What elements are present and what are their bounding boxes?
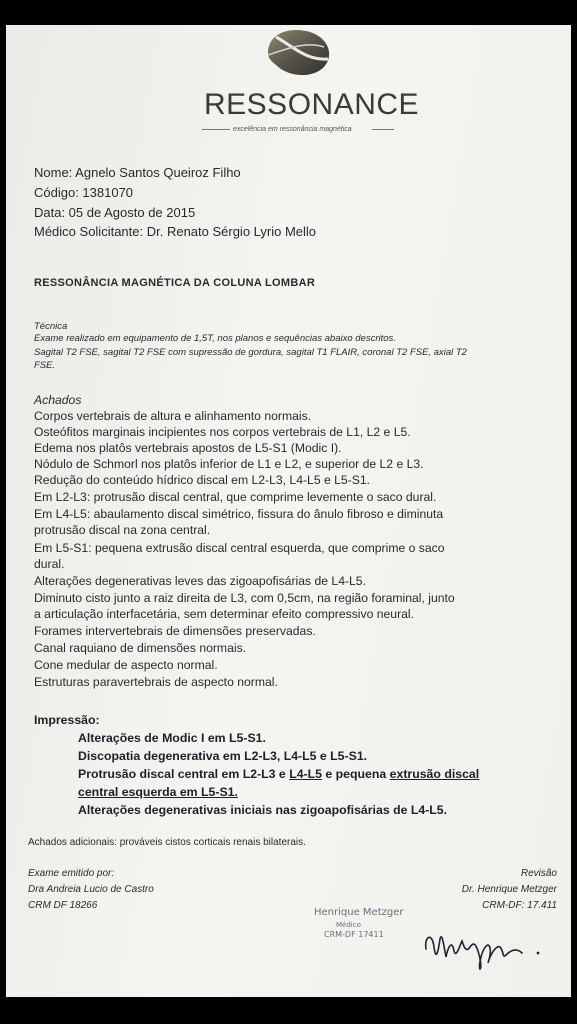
finding-line: Forames intervertebrais de dimensões preservadas. — [34, 624, 316, 638]
patient-code: Código: 1381070 — [34, 185, 134, 200]
finding-line: Redução do conteúdo hídrico discal em L2-L3, L4-L5 e L5-S1. — [34, 473, 371, 487]
exam-date: Data: 05 de Agosto de 2015 — [34, 205, 196, 220]
impression-underlined: extrusão discal — [389, 767, 480, 781]
issued-by-label: Exame emitido por: — [28, 868, 115, 879]
technique-line: Exame realizado em equipamento de 1,5T, nos planos e sequências abaixo descritos. — [34, 333, 396, 344]
impression-line: central esquerda em L5-S1. — [78, 785, 238, 799]
tagline-rule-right — [372, 129, 394, 130]
finding-line: Em L5-S1: pequena extrusão discal central esquerda, que comprime o saco — [34, 541, 445, 555]
handwritten-signature-icon — [418, 917, 548, 972]
impression-line — [78, 767, 479, 781]
impression-text: e pequena — [321, 767, 390, 781]
finding-line: Estruturas paravertebrais de aspecto normal. — [34, 675, 278, 689]
finding-line: Diminuto cisto junto a raiz direita de L3, com 0,5cm, na região foraminal, junto — [34, 591, 455, 605]
stamp-role: Médico — [336, 921, 361, 929]
tagline-rule-left — [202, 129, 230, 130]
additional-findings: Achados adicionais: prováveis cistos corticais renais bilaterais. — [28, 837, 306, 848]
impression-line: Alterações de Modic I em L5-S1. — [78, 731, 266, 745]
finding-line: Cone medular de aspecto normal. — [34, 658, 218, 672]
reviewing-doctor-crm: CRM-DF: 17.411 — [482, 900, 557, 911]
impression-text: Protrusão discal central em L2-L3 e — [78, 767, 290, 781]
brand-name: RESSONANCE — [204, 88, 420, 121]
finding-line: Em L4-L5: abaulamento discal simétrico, fissura do ânulo fibroso e diminuta — [34, 507, 444, 521]
impression-line: Discopatia degenerativa em L2-L3, L4-L5 e L5-S1. — [78, 749, 368, 763]
patient-name: Nome: Agnelo Santos Queiroz Filho — [34, 165, 241, 180]
impression-underlined: L4-L5 — [289, 767, 322, 781]
brand-tagline: excelência em ressonância magnética — [233, 126, 352, 133]
technique-heading: Técnica — [34, 321, 68, 332]
findings-heading: Achados — [34, 393, 82, 407]
finding-line: Canal raquiano de dimensões normais. — [34, 641, 247, 655]
finding-line: Nódulo de Schmorl nos platôs inferior de L1 e L2, e superior de L2 e L3. — [34, 457, 424, 471]
impression-heading: Impressão: — [34, 713, 100, 727]
finding-line: dural. — [34, 557, 65, 571]
stamp-crm: CRM-DF 17411 — [324, 930, 384, 939]
issuing-doctor-name: Dra Andreia Lucio de Castro — [28, 884, 154, 895]
finding-line: Osteófitos marginais incipientes nos corpos vertebrais de L1, L2 e L5. — [34, 425, 411, 439]
impression-line: Alterações degenerativas iniciais nas zigoapofisárias de L4-L5. — [78, 803, 448, 817]
technique-line: FSE. — [34, 360, 56, 371]
review-label: Revisão — [520, 868, 557, 879]
technique-line: Sagital T2 FSE, sagital T2 FSE com supressão de gordura, sagital T1 FLAIR, coronal T2 FSE, axial T2 — [34, 347, 467, 358]
stamp-name: Henrique Metzger — [314, 907, 404, 918]
requesting-doctor: Médico Solicitante: Dr. Renato Sérgio Lyrio Mello — [34, 224, 317, 239]
exam-title: RESSONÂNCIA MAGNÉTICA DA COLUNA LOMBAR — [34, 277, 316, 289]
finding-line: Alterações degenerativas leves das zigoapofisárias de L4-L5. — [34, 574, 366, 588]
finding-line: Em L2-L3: protrusão discal central, que comprime levemente o saco dural. — [34, 490, 437, 504]
finding-line: a articulação interfacetária, sem determinar efeito compressivo neural. — [34, 607, 415, 621]
issuing-doctor-crm: CRM DF 18266 — [28, 900, 98, 911]
finding-line: protrusão discal na zona central. — [34, 523, 211, 537]
reviewing-doctor-name: Dr. Henrique Metzger — [461, 884, 557, 895]
finding-line: Edema nos platôs vertebrais apostos de L5-S1 (Modic I). — [34, 441, 342, 455]
finding-line: Corpos vertebrais de altura e alinhamento normais. — [34, 409, 312, 423]
report-page — [6, 25, 571, 997]
